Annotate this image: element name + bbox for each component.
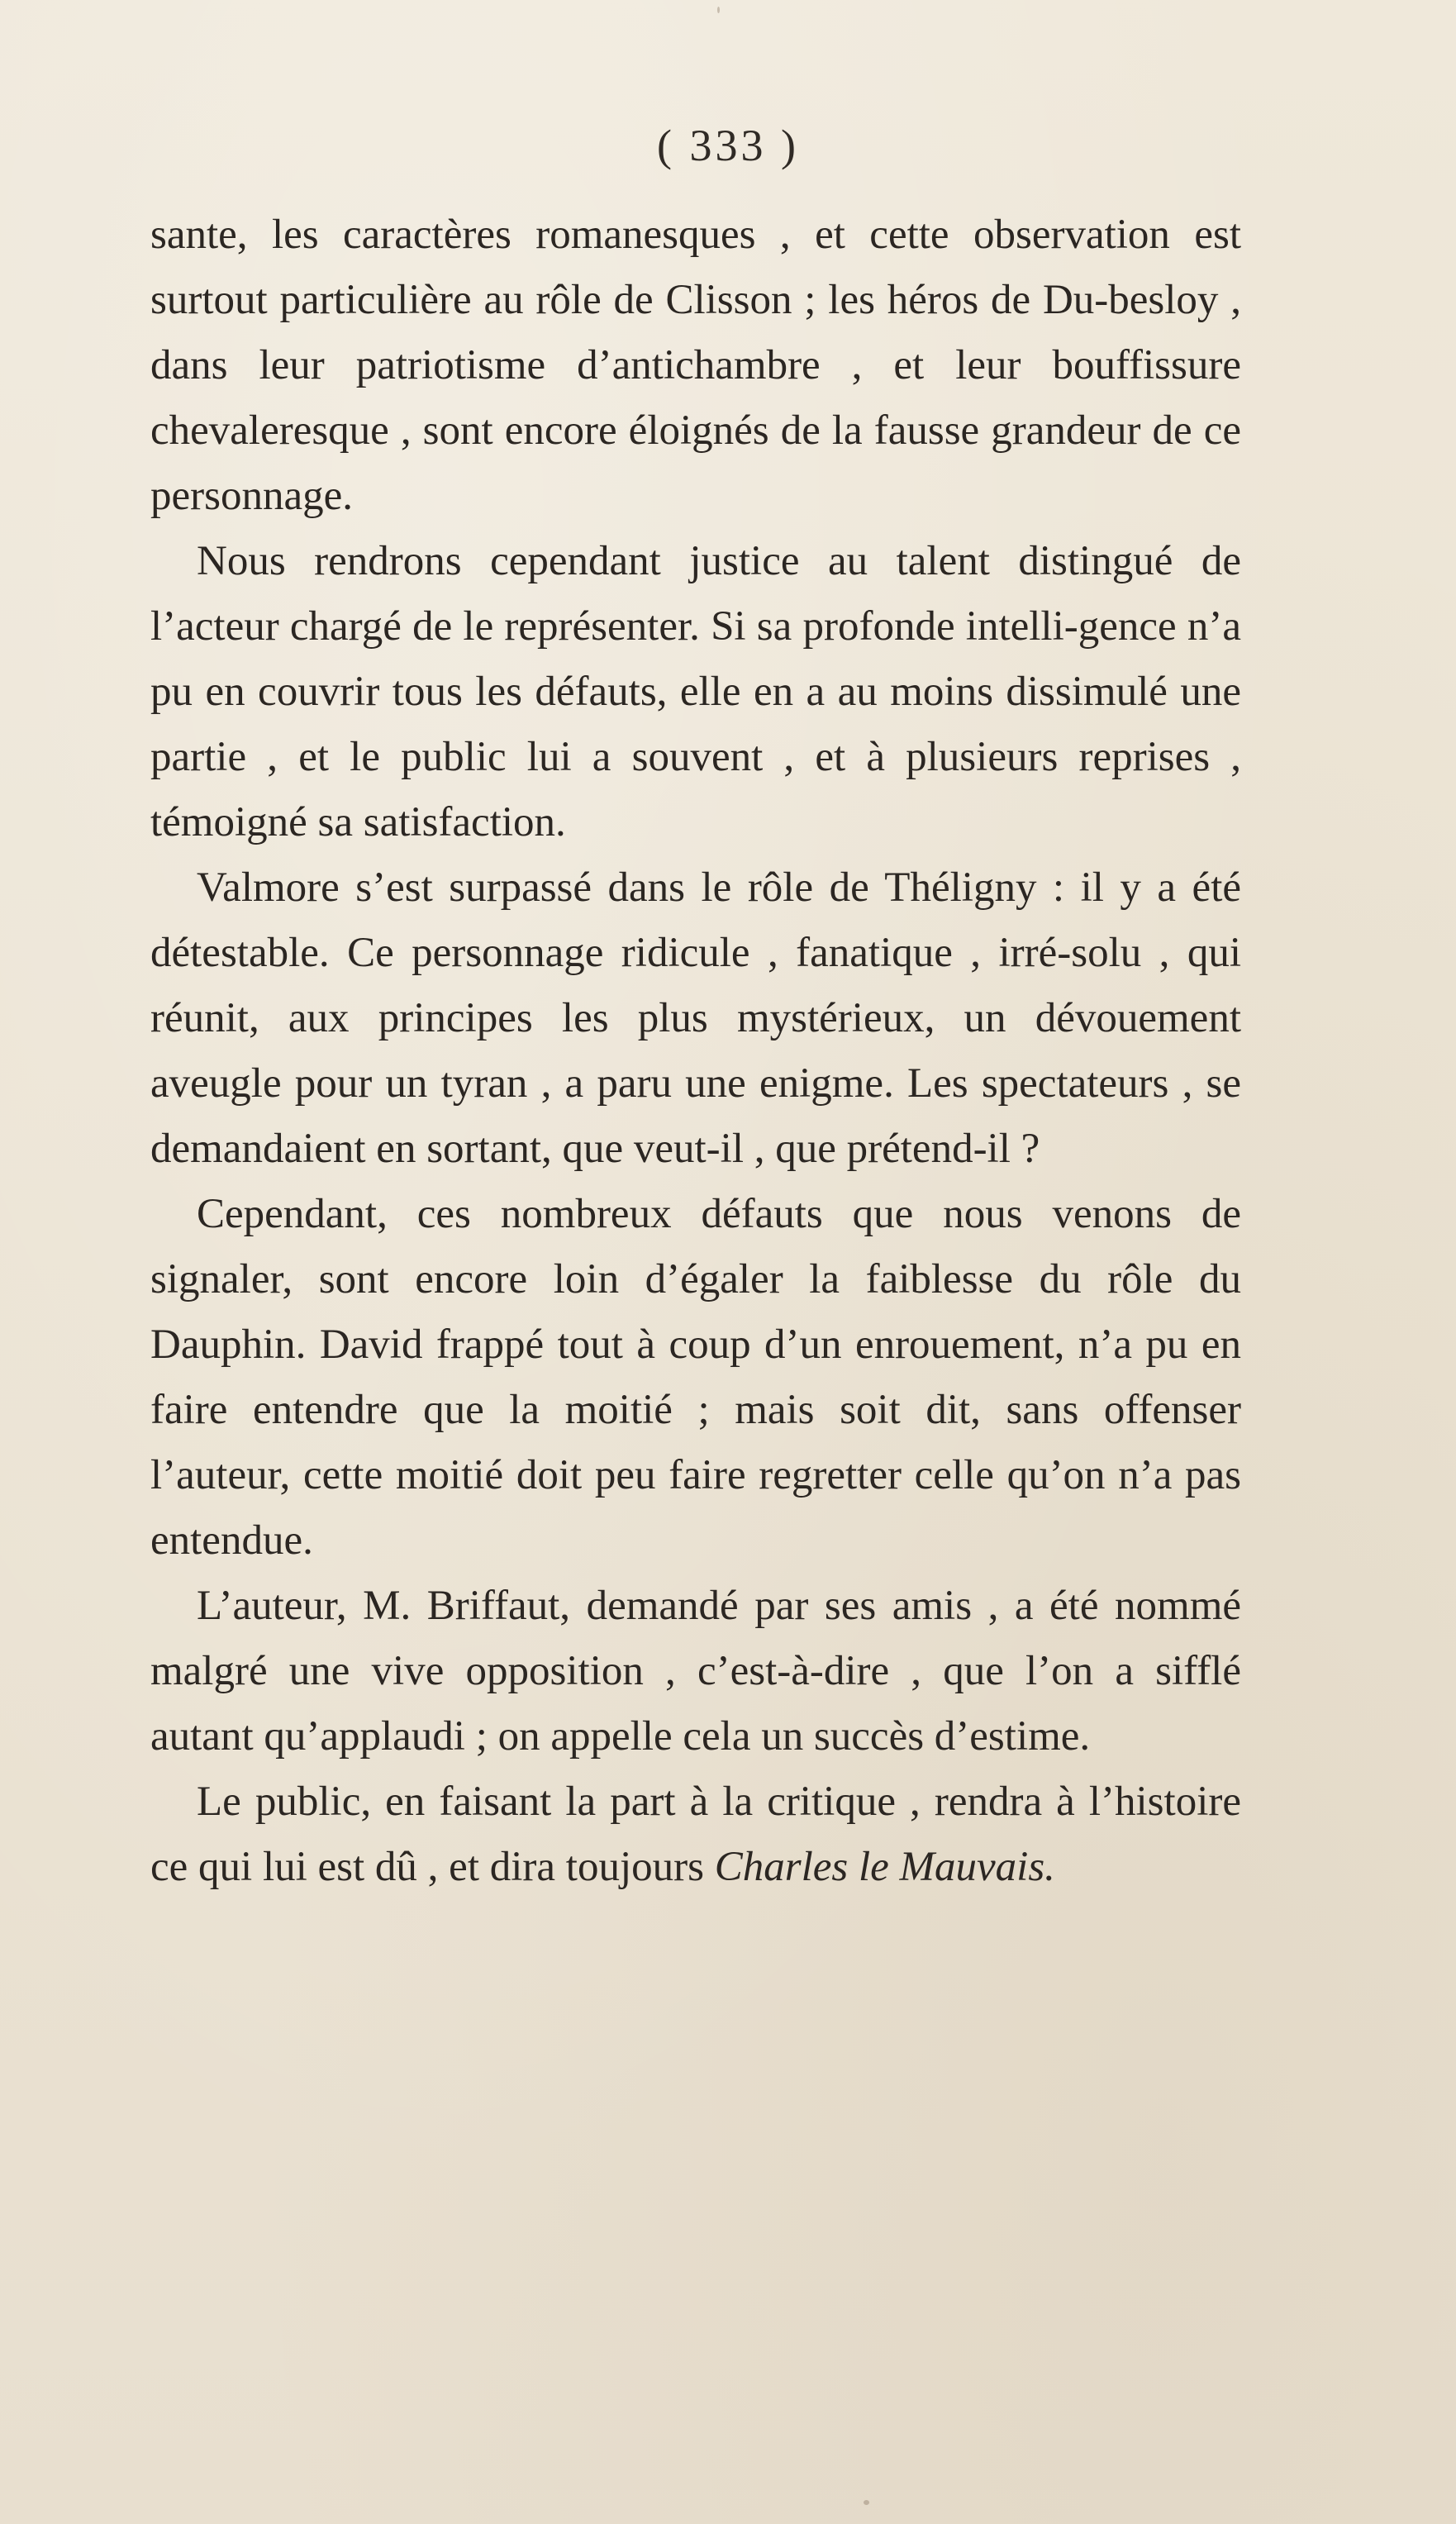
paragraph-1: sante, les caractères romanesques , et cette observation est surtout particulière au rôle de Clisson ; les héros de Du-besloy , dans leur patriotisme d’antichambre , et leur bouffissure chevaleresque , sont encore éloignés de la fausse grandeur de ce personnage.: [150, 212, 1241, 519]
paragraph-6-italic-title: Charles le Mauvais.: [714, 1844, 1055, 1890]
page-number: ( 333 ): [657, 121, 799, 170]
paragraph-2: Nous rendrons cependant justice au talent distingué de l’acteur chargé de le représenter. Si sa profonde intelli-gence n’a pu en couvrir tous les défauts, elle en a au moins dissimulé une partie , et le public lui a souvent , et à plusieurs reprises , témoigné sa satisfaction.: [150, 538, 1241, 845]
paragraph-3: Valmore s’est surpassé dans le rôle de Théligny : il y a été détestable. Ce personnage ridicule , fanatique , irré-solu , qui réunit, aux principes les plus mystérieux, un dévouement aveugle pour un tyran , a paru une enigme. Les spectateurs , se demandaient en sortant, que veut-il , que prétend-il ?: [150, 864, 1241, 1172]
paper-speck: [864, 2500, 869, 2505]
paragraph-6: [150, 1769, 1241, 1900]
body-text: [150, 202, 1241, 1900]
paper-speck: [717, 7, 720, 13]
paragraph-4: Cependant, ces nombreux défauts que nous venons de signaler, sont encore loin d’égaler la faiblesse du rôle du Dauphin. David frappé tout à coup d’un enrouement, n’a pu en faire entendre que la moitié ; mais soit dit, sans offenser l’auteur, cette moitié doit peu faire regretter celle qu’on n’a pas entendue.: [150, 1191, 1241, 1564]
paragraph-5: L’auteur, M. Briffaut, demandé par ses amis , a été nommé malgré une vive opposition , c’est-à-dire , que l’on a sifflé autant qu’applaudi ; on appelle cela un succès d’estime.: [150, 1583, 1241, 1760]
paragraph-6-text: Le public, en faisant la part à la critique , rendra à l’histoire ce qui lui est dû , et dira toujours: [150, 1779, 1241, 1890]
